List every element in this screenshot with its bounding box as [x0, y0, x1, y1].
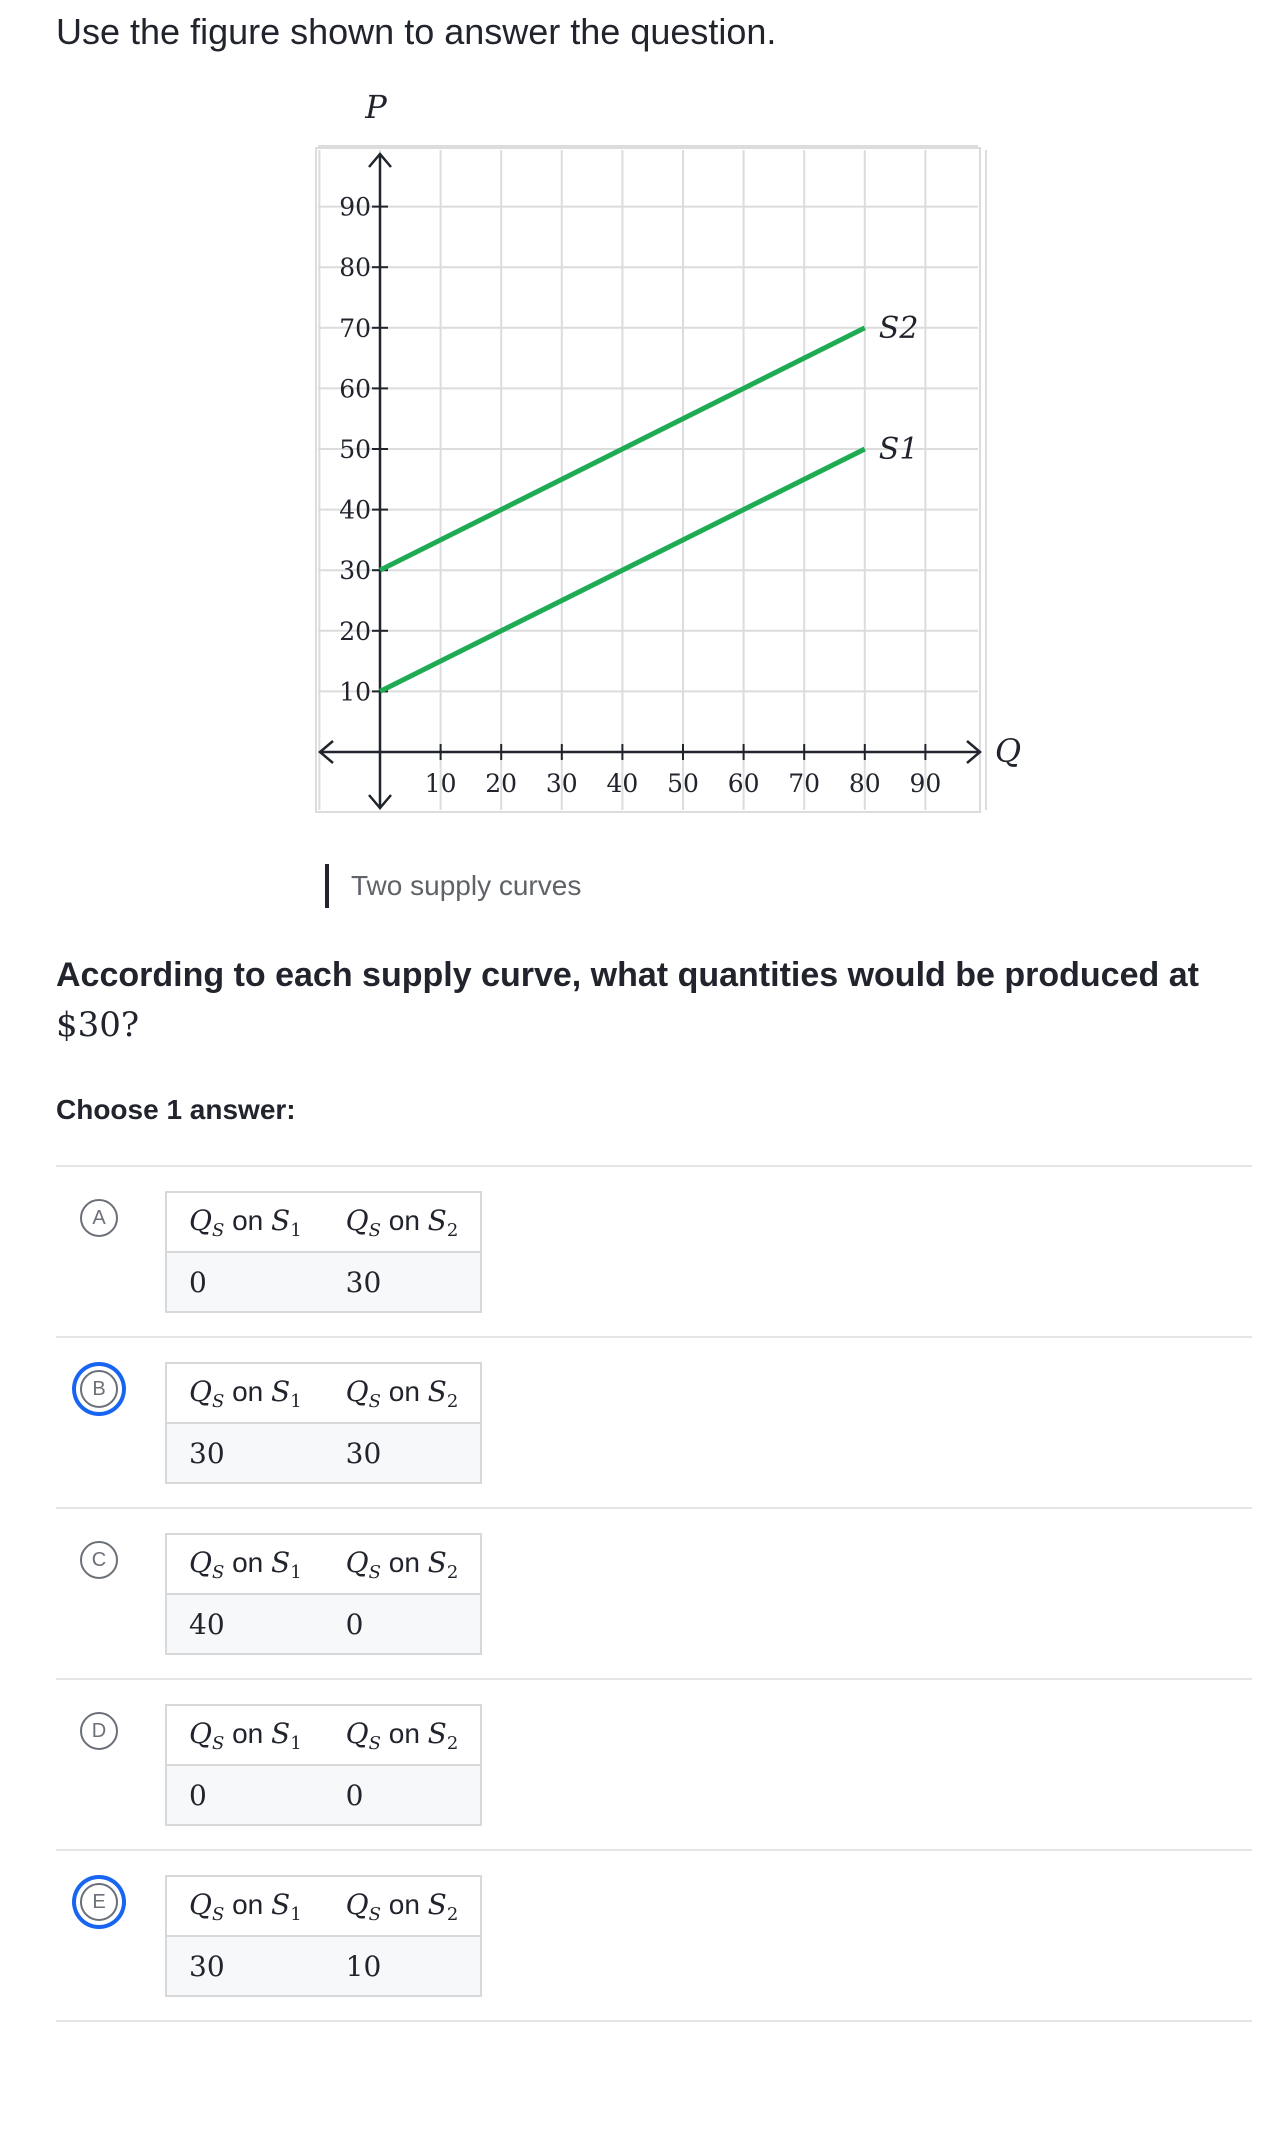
- y-tick-label: 50: [339, 435, 371, 464]
- choice-radio[interactable]: E: [80, 1883, 118, 1921]
- answer-choices: [56, 1165, 1252, 2022]
- value-qs-on-s1: 30: [166, 1423, 324, 1483]
- x-tick-label: 20: [485, 769, 518, 798]
- value-qs-on-s2: 0: [324, 1594, 482, 1654]
- x-tick-label: 50: [667, 769, 699, 798]
- header-qs-on-s2: $Q_S$ on $S_2$: [324, 1192, 482, 1252]
- header-qs-on-s2: $Q_S$ on $S_2$: [324, 1705, 482, 1765]
- choice-table: [165, 1704, 482, 1826]
- x-tick-label: 90: [909, 769, 942, 798]
- series-label-s1: S1: [878, 432, 919, 467]
- value-qs-on-s2: 30: [324, 1423, 482, 1483]
- choice-e[interactable]: [56, 1849, 1252, 2022]
- choice-radio[interactable]: C: [80, 1541, 118, 1579]
- choice-table: [165, 1875, 482, 1997]
- header-qs-on-s2: $Q_S$ on $S_2$: [324, 1534, 482, 1594]
- choose-label: Choose 1 answer:: [56, 1094, 296, 1125]
- value-qs-on-s1: 0: [166, 1252, 324, 1312]
- y-tick-label: 80: [339, 253, 371, 283]
- header-qs-on-s1: $Q_S$ on $S_1$: [166, 1876, 324, 1936]
- value-qs-on-s1: 0: [166, 1765, 324, 1825]
- choice-radio[interactable]: A: [80, 1199, 118, 1237]
- value-qs-on-s1: 30: [166, 1936, 324, 1996]
- figure-caption: Two supply curves: [325, 864, 581, 908]
- x-tick-label: 70: [788, 769, 821, 798]
- header-qs-on-s1: $Q_S$ on $S_1$: [166, 1192, 324, 1252]
- x-tick-label: 10: [424, 769, 457, 798]
- y-tick-label: 20: [339, 616, 371, 646]
- y-tick-label: 90: [339, 192, 371, 222]
- value-qs-on-s2: 10: [324, 1936, 482, 1996]
- y-axis-title: P: [365, 88, 387, 126]
- question-text: [56, 950, 1236, 1050]
- chart-frame: [316, 148, 980, 812]
- y-tick-label: 60: [339, 374, 371, 404]
- x-tick-label: 30: [545, 769, 578, 798]
- series-label-s2: S2: [878, 310, 919, 346]
- question-body: According to each supply curve, what quantities would be produced at: [56, 956, 1199, 994]
- choice-d[interactable]: [56, 1678, 1252, 1849]
- question-price: $30?: [56, 1005, 140, 1045]
- question-prompt: Use the figure shown to answer the question.: [56, 11, 777, 52]
- value-qs-on-s2: 30: [324, 1252, 482, 1312]
- choice-table: [165, 1191, 482, 1313]
- y-tick-label: 30: [339, 556, 371, 586]
- choice-table: [165, 1533, 482, 1655]
- x-tick-label: 40: [606, 769, 639, 798]
- y-tick-label: 70: [339, 313, 371, 343]
- choice-radio[interactable]: D: [80, 1712, 118, 1750]
- choice-radio[interactable]: B: [80, 1370, 118, 1408]
- y-tick-label: 40: [339, 495, 371, 525]
- header-qs-on-s1: $Q_S$ on $S_1$: [166, 1705, 324, 1765]
- supply-curves-chart: [0, 0, 1263, 860]
- value-qs-on-s1: 40: [166, 1594, 324, 1654]
- x-tick-label: 60: [727, 769, 760, 798]
- choice-b[interactable]: [56, 1336, 1252, 1507]
- header-qs-on-s1: $Q_S$ on $S_1$: [166, 1363, 324, 1423]
- x-tick-label: 80: [848, 769, 881, 798]
- choice-a[interactable]: [56, 1165, 1252, 1336]
- header-qs-on-s2: $Q_S$ on $S_2$: [324, 1876, 482, 1936]
- value-qs-on-s2: 0: [324, 1765, 482, 1825]
- x-axis-title: Q: [994, 732, 1022, 770]
- header-qs-on-s1: $Q_S$ on $S_1$: [166, 1534, 324, 1594]
- y-tick-label: 10: [339, 677, 371, 707]
- header-qs-on-s2: $Q_S$ on $S_2$: [324, 1363, 482, 1423]
- choice-c[interactable]: [56, 1507, 1252, 1678]
- choice-table: [165, 1362, 482, 1484]
